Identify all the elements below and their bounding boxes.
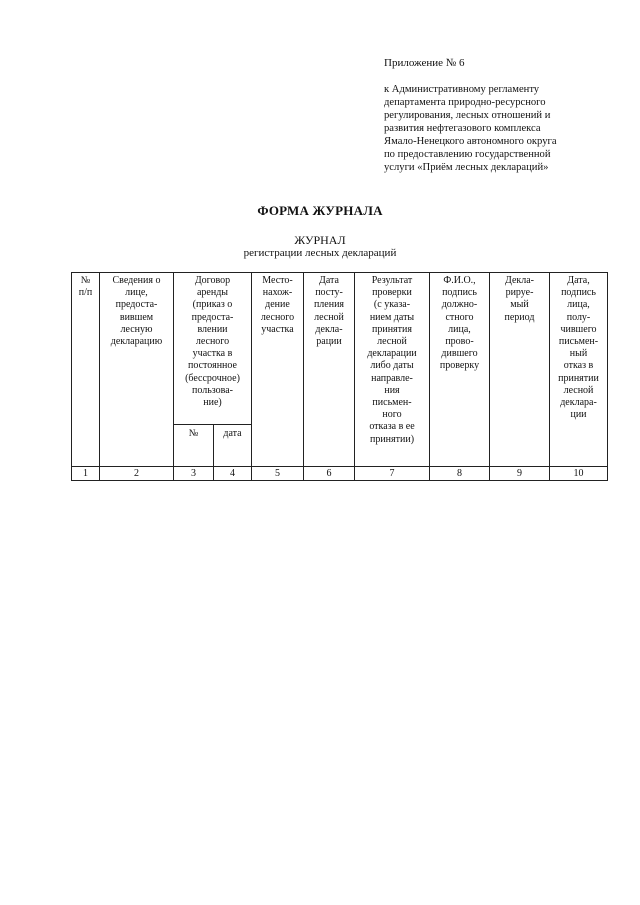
- header-cell-refusal-receipt: Дата, подпись лица, полу- чившего письмен- ный отказ в принятии лесной деклара- ции: [550, 273, 608, 467]
- form-title: ФОРМА ЖУРНАЛА: [257, 203, 383, 218]
- subheader-cell-date: дата: [214, 425, 252, 467]
- header-cell-receipt-date: Дата посту- пления лесной декла- рации: [304, 273, 355, 467]
- appendix-line: по предоставлению государственной: [384, 149, 551, 160]
- column-number: 6: [304, 467, 355, 481]
- header-cell-number: № п/п: [72, 273, 100, 467]
- column-number: 5: [252, 467, 304, 481]
- appendix-line: услуги «Приём лесных деклараций»: [384, 162, 549, 173]
- column-number: 4: [214, 467, 252, 481]
- column-number: 9: [490, 467, 550, 481]
- table-number-row: [72, 467, 608, 481]
- column-number: 2: [100, 467, 174, 481]
- header-cell-period: Декла- рируе- мый период: [490, 273, 550, 467]
- header-cell-lease-agreement: Договор аренды (приказ о предоста- влении лесного участка в постоянное (бессрочное) пользова- ние): [174, 273, 252, 425]
- appendix-line: развития нефтегазового комплекса: [384, 123, 541, 134]
- column-number: 7: [355, 467, 430, 481]
- header-cell-applicant: Сведения о лице, предоста- вившем лесную декларацию: [100, 273, 174, 467]
- subheader-cell-number: №: [174, 425, 214, 467]
- column-number: 1: [72, 467, 100, 481]
- appendix-line: к Административному регламенту: [384, 84, 540, 95]
- header-cell-inspector: Ф.И.О., подпись должно- стного лица, прово- дившего проверку: [430, 273, 490, 467]
- appendix-line: департамента природно-ресурсного: [384, 97, 546, 108]
- journal-subtitle: регистрации лесных деклараций: [243, 247, 397, 259]
- header-cell-location: Место- нахож- дение лесного участка: [252, 273, 304, 467]
- appendix-line: Ямало-Ненецкого автономного округа: [384, 136, 557, 147]
- table-header-row: [72, 273, 608, 425]
- appendix-line: регулирования, лесных отношений и: [384, 110, 551, 121]
- column-number: 8: [430, 467, 490, 481]
- appendix-block: [384, 57, 634, 174]
- journal-table: [71, 272, 608, 481]
- appendix-title: Приложение № 6: [384, 57, 465, 69]
- column-number: 3: [174, 467, 214, 481]
- journal-title: ЖУРНАЛ: [294, 233, 346, 247]
- column-number: 10: [550, 467, 608, 481]
- header-cell-check-result: Результат проверки (с указа- нием даты принятия лесной декларации либо даты направле- ния письмен- ного отказа в ее принятии): [355, 273, 430, 467]
